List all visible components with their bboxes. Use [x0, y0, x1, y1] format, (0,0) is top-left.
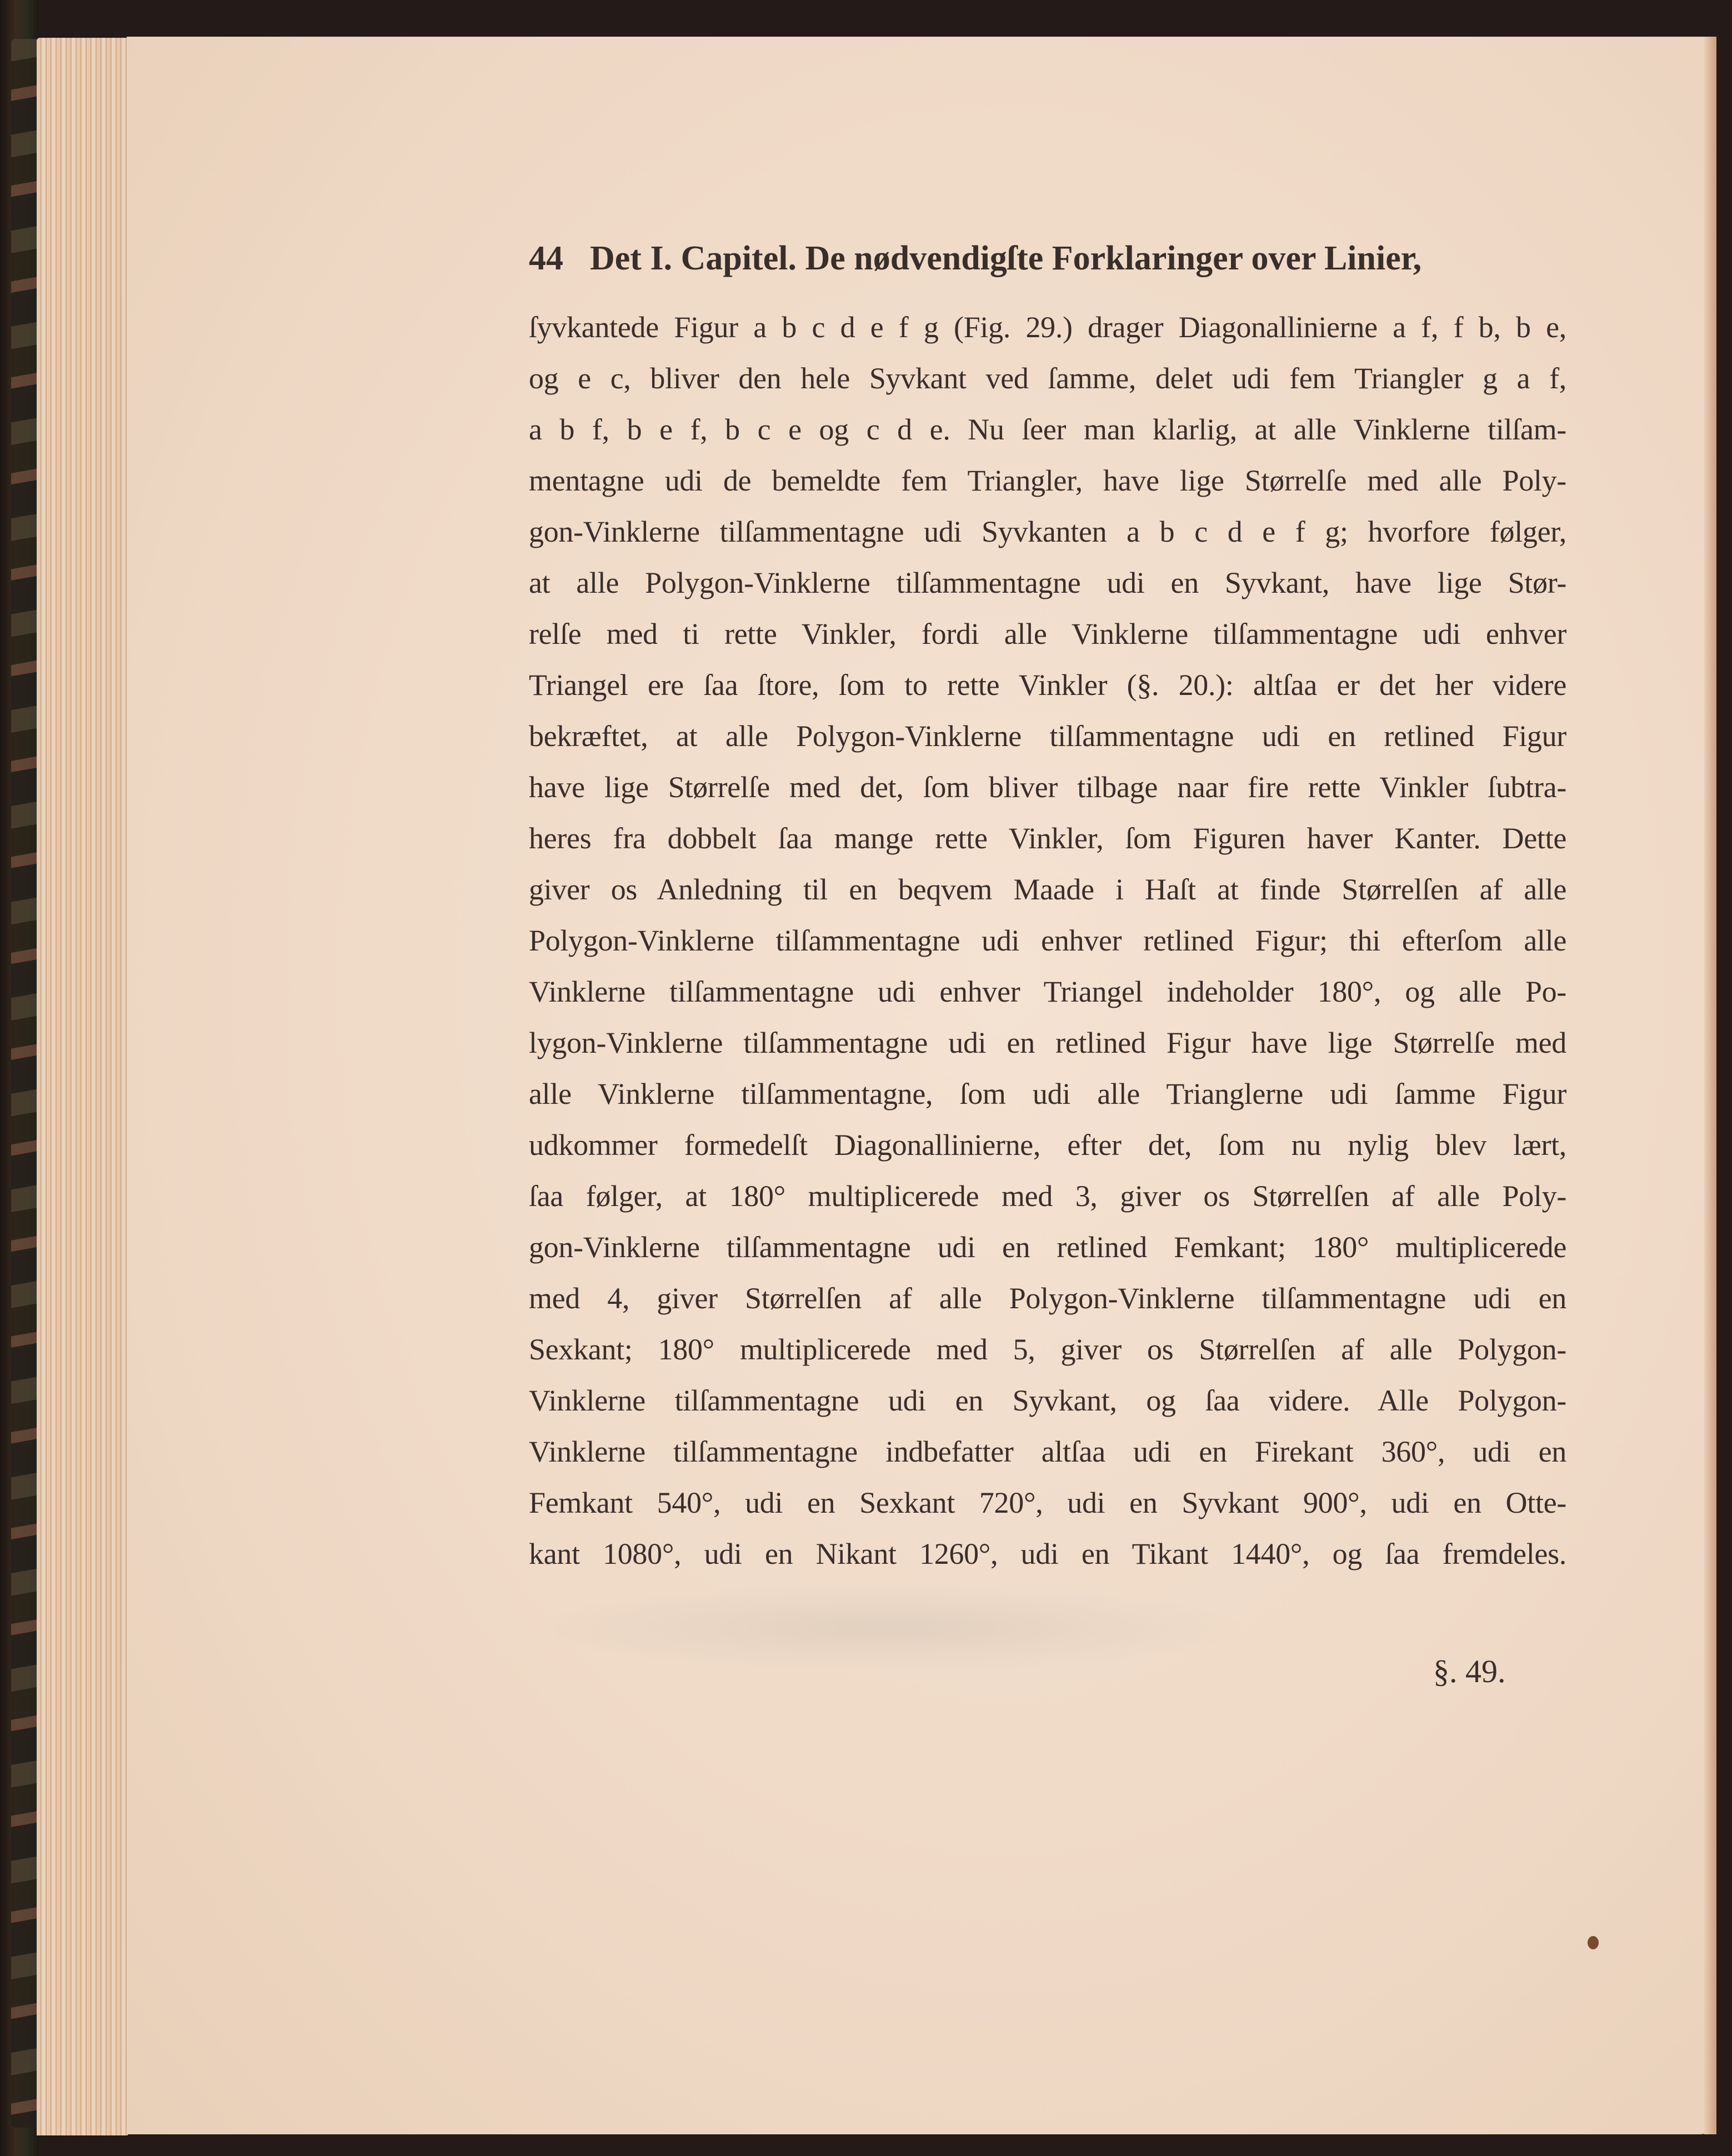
text-line: at alle Polygon-Vinklerne tilſammentagne udi en Syvkant, have lige Stør-: [529, 566, 1566, 599]
text-line: Vinklerne tilſammentagne udi enhver Triangel indeholder 180°, og alle Po-: [529, 975, 1566, 1008]
text-line: relſe med ti rette Vinkler, fordi alle Vinklerne tilſammentagne udi enhver: [529, 617, 1566, 651]
paper-stain: [1588, 1936, 1599, 1949]
text-line: lygon-Vinklerne tilſammentagne udi en retlined Figur have lige Størrelſe med: [529, 1026, 1566, 1059]
text-line: gon-Vinklerne tilſammentagne udi Syvkanten a b c d e f g; hvorfore følger,: [529, 515, 1566, 548]
page-number: 44: [529, 239, 563, 277]
catchword: §. 49.: [1433, 1653, 1506, 1689]
show-through-bleed: [528, 1583, 1250, 1672]
text-line: ſaa følger, at 180° multiplicerede med 3, giver os Størrelſen af alle Poly-: [529, 1179, 1566, 1213]
text-line: Femkant 540°, udi en Sexkant 720°, udi en Syvkant 900°, udi en Otte-: [529, 1486, 1566, 1519]
text-line: Sexkant; 180° multiplicerede med 5, giver os Størrelſen af alle Polygon-: [529, 1333, 1566, 1366]
running-header: [529, 233, 1506, 283]
text-line: og e c, bliver den hele Syvkant ved ſamme, delet udi fem Triangler g a f,: [529, 362, 1566, 395]
text-line: bekræftet, at alle Polygon-Vinklerne tilſammentagne udi en retlined Figur: [529, 719, 1566, 753]
text-line: Vinklerne tilſammentagne indbefatter altſaa udi en Firekant 360°, udi en: [529, 1435, 1566, 1468]
text-line: mentagne udi de bemeldte fem Triangler, have lige Størrelſe med alle Poly-: [529, 464, 1566, 497]
page-edge-shadow: [1704, 37, 1716, 2134]
text-line: heres fra dobbelt ſaa mange rette Vinkler, ſom Figuren haver Kanter. Dette: [529, 822, 1566, 855]
text-line: gon-Vinklerne tilſammentagne udi en retlined Femkant; 180° multiplicerede: [529, 1230, 1566, 1264]
text-line: Triangel ere ſaa ſtore, ſom to rette Vinkler (§. 20.): altſaa er det her videre: [529, 668, 1566, 702]
text-line: alle Vinklerne tilſammentagne, ſom udi alle Trianglerne udi ſamme Figur: [529, 1077, 1566, 1110]
text-line: med 4, giver Størrelſen af alle Polygon-Vinklerne tilſammentagne udi en: [529, 1282, 1566, 1315]
text-line: Polygon-Vinklerne tilſammentagne udi enhver retlined Figur; thi efterſom alle: [529, 924, 1566, 957]
text-line: have lige Størrelſe med det, ſom bliver tilbage naar fire rette Vinkler ſubtra-: [529, 771, 1566, 804]
text-line: giver os Anledning til en beqvem Maade i Haſt at finde Størrelſen af alle: [529, 873, 1566, 906]
page-stack-edge: [37, 38, 128, 2135]
text-line: udkommer formedelſt Diagonallinierne, efter det, ſom nu nylig blev lært,: [529, 1128, 1566, 1162]
text-line: a b f, b e f, b c e og c d e. Nu ſeer man klarlig, at alle Vinklerne tilſam-: [529, 413, 1566, 446]
text-line: kant 1080°, udi en Nikant 1260°, udi en Tikant 1440°, og ſaa fremdeles.: [529, 1537, 1566, 1570]
book-binding: [0, 0, 39, 2156]
text-line: Vinklerne tilſammentagne udi en Syvkant, og ſaa videre. Alle Polygon-: [529, 1384, 1566, 1417]
text-line: ſyvkantede Figur a b c d e f g (Fig. 29.) drager Diagonallinierne a f, f b, b e,: [529, 311, 1566, 344]
marbled-cover: [11, 39, 38, 2128]
running-title: Det I. Capitel. De nødvendigſte Forklaringer over Linier,: [590, 239, 1422, 277]
